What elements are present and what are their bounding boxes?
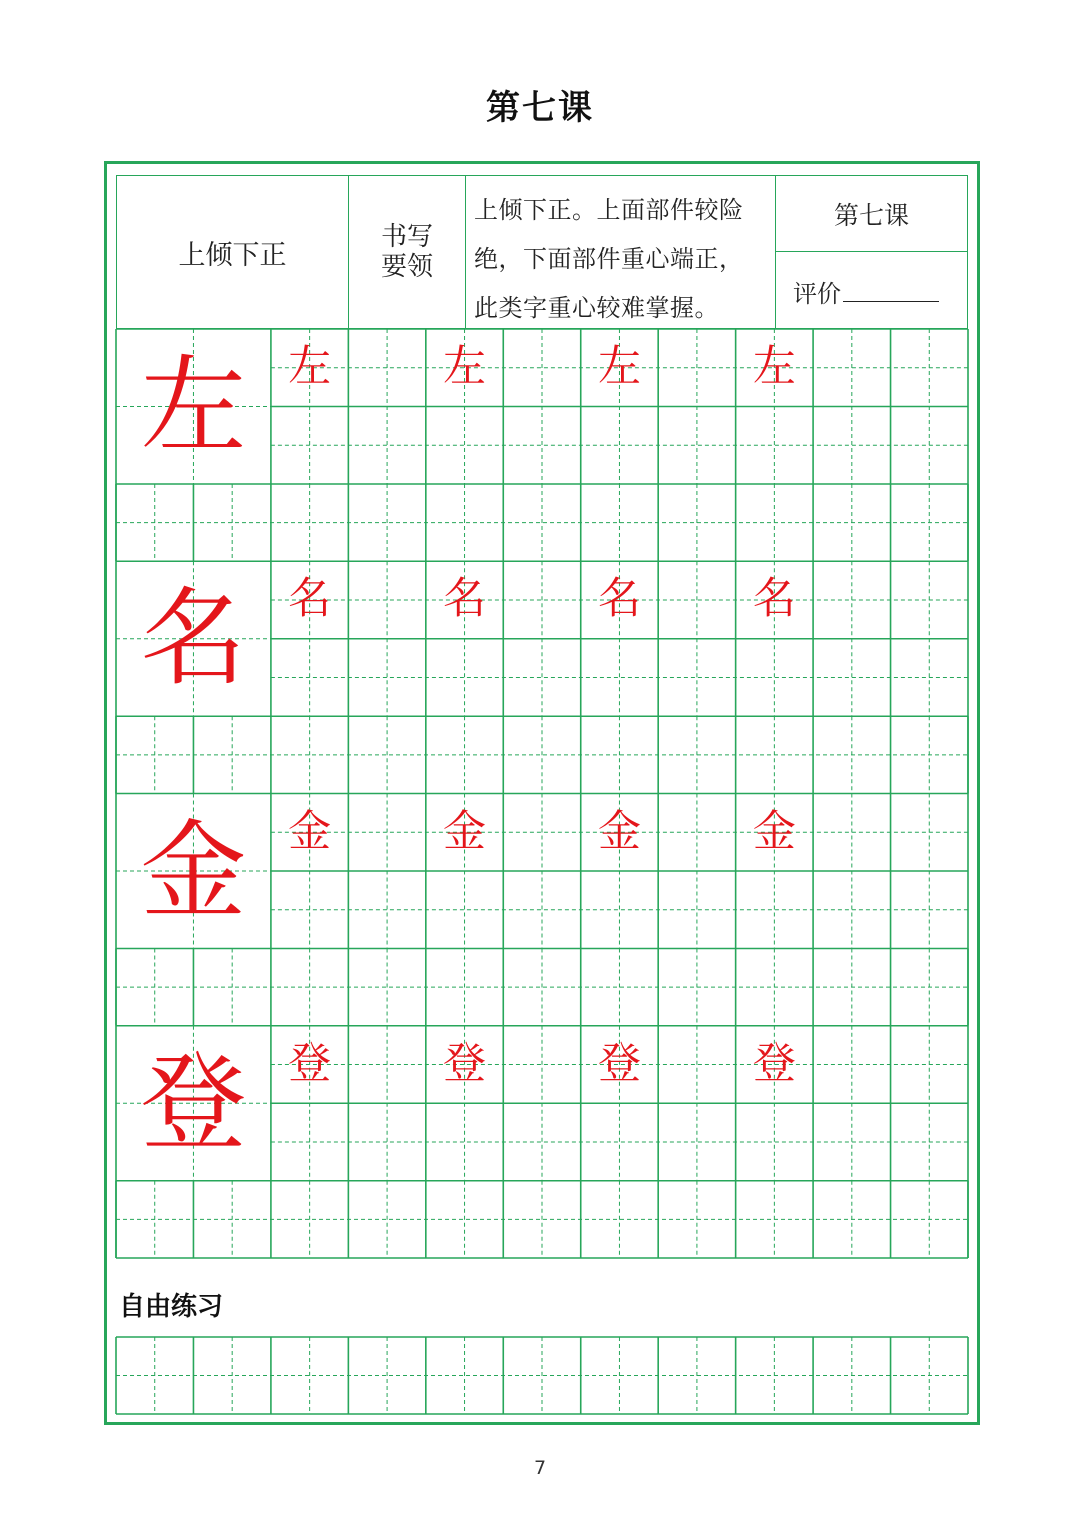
model-character-small: 金 (288, 806, 332, 857)
model-character-small: 名 (752, 574, 796, 625)
model-character-small: 金 (752, 806, 796, 857)
tips-text-line2: 绝，下面部件重心端正， (474, 245, 744, 273)
model-character-small: 金 (597, 806, 641, 857)
model-character-small: 名 (597, 574, 641, 625)
model-character-small: 金 (443, 806, 487, 857)
page-title: 第七课 (486, 88, 594, 128)
rule-name: 上倾下正 (178, 239, 287, 271)
free-practice-label: 自由练习 (119, 1292, 224, 1322)
model-character-large: 名 (140, 577, 247, 701)
tips-text-line3: 此类字重心较难掌握。 (474, 294, 719, 322)
model-character-small: 左 (597, 342, 641, 392)
writing-tips-label-line2: 要领 (380, 252, 433, 282)
model-character-small: 左 (288, 342, 332, 392)
model-character-small: 登 (443, 1038, 487, 1089)
tips-text-line1: 上倾下正。上面部件较险 (474, 196, 744, 224)
writing-tips-label-line1: 书写 (380, 222, 433, 252)
model-character-small: 左 (752, 342, 796, 392)
model-character-large: 左 (140, 345, 247, 468)
lesson-name: 第七课 (833, 200, 909, 230)
model-character-small: 名 (288, 574, 332, 625)
evaluation-label: 评价 (793, 280, 841, 308)
model-character-large: 金 (140, 809, 247, 933)
model-character-small: 登 (288, 1038, 332, 1089)
model-character-small: 登 (752, 1038, 796, 1089)
page-number: 7 (533, 1457, 547, 1479)
model-character-small: 登 (597, 1038, 641, 1089)
model-character-large: 登 (140, 1041, 247, 1165)
model-character-small: 名 (443, 574, 487, 625)
model-character-small: 左 (443, 342, 487, 392)
